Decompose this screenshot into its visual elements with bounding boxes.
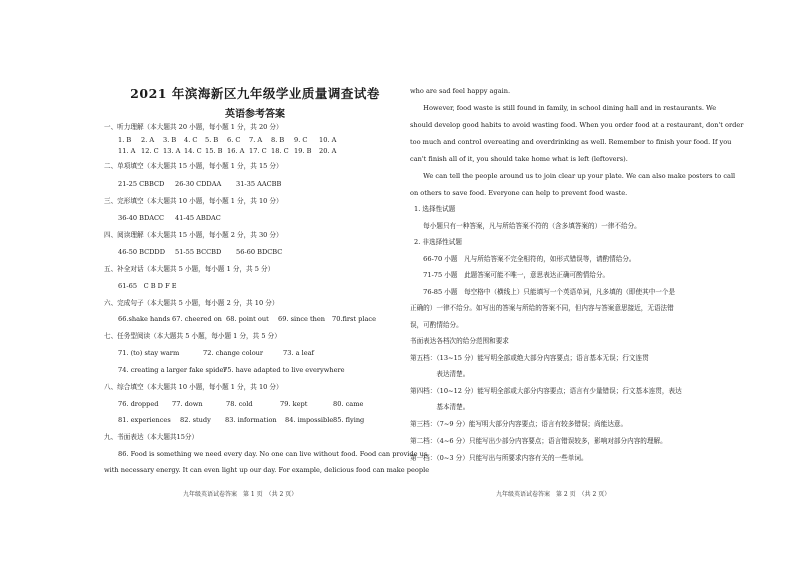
answer-item: 5. B [205,136,219,144]
answer-item: 6. C [227,136,241,144]
answer-item: 20. A [319,147,337,155]
answer-item: 19. B [294,147,312,155]
answer-item: 83. information [225,416,277,424]
rule-line: 表达清楚。 [410,370,470,378]
essay-line: can't finish all of it, you should take home what is left (leftovers). [410,155,628,163]
answer-item: 66.shake hands [118,315,171,323]
answer-item: 82. study [180,416,211,424]
answer-item: 26-30 CDDAA [175,180,222,188]
rule-line: 每小题只有一种答案，凡与所给答案不符的（含多填答案的）一律不给分。 [410,222,641,230]
rule-line: 正确的）一律不给分。如写出的答案与所给的答案不同，但内容与答案意思接近，无语法错 [410,304,674,312]
answer-item: 80. came [333,400,364,408]
page-footer-right: 九年级英语试卷答案 第 2 页 （共 2 页） [496,491,611,498]
answer-item: 84. impossible [285,416,334,424]
answer-item: 81. experiences [118,416,171,424]
answer-item: 56-60 BDCBC [236,248,283,256]
rule-line: 第五档：（13~15 分）能写明全部或绝大部分内容要点；语言基本无误；行文连贯 [410,354,649,362]
section-1-header: 一、听力理解（本大题共 20 小题，每小题 1 分，共 20 分） [104,123,283,131]
rule-line: 误，可酌情给分。 [410,321,463,329]
section-7-header: 七、任务型阅读（本大题共 5 小题，每小题 1 分，共 5 分） [104,332,281,340]
answer-item: 73. a leaf [283,349,314,357]
answer-item: 70.first place [332,315,377,323]
answer-item: 71. (to) stay warm [118,349,180,357]
rule-line: 1. 选择性试题 [414,205,456,213]
answer-item: 18. C [271,147,289,155]
section-5-header: 五、补全对话（本大题共 5 小题，每小题 1 分，共 5 分） [104,265,275,273]
answer-item: 76. dropped [118,400,159,408]
essay-line: too much and control overeating and overdrinking as well. Remember to finish your food. If you [410,138,732,146]
answer-item: 79. kept [280,400,308,408]
essay-line: 86. Food is something we need every day. No one can live without food. Food can provide us [118,450,428,458]
answer-item: 21-25 CBBCD [118,180,165,188]
answer-item: 14. C [184,147,202,155]
answer-item: 75. have adapted to live everywhere [223,366,345,374]
answer-item: 41-45 ABDAC [175,214,221,222]
answer-item: 13. A [163,147,181,155]
answer-item: 74. creating a larger fake spider [118,366,227,374]
rule-line: 第一档：（0~3 分）只能写出与所要求内容有关的一些单词。 [410,454,588,462]
page-subtitle: 英语参考答案 [225,109,285,120]
answer-item: 15. B [205,147,223,155]
answer-item: 77. down [172,400,203,408]
answer-item: 9. C [294,136,308,144]
answer-item: 51-55 BCCBD [175,248,222,256]
answer-item: 7. A [249,136,263,144]
answer-item: 12. C [141,147,159,155]
rule-line: 66-70 小题 凡与所给答案不完全相符的，如形式错误等，请酌情给分。 [410,255,636,263]
answer-item: 78. cold [226,400,253,408]
section-8-header: 八、综合填空（本大题共 10 小题，每小题 1 分，共 10 分） [104,383,283,391]
rule-line: 71-75 小题 此题答案可能不唯一，意思表达正确可酌情给分。 [410,271,610,279]
section-2-header: 二、单项填空（本大题共 15 小题，每小题 1 分，共 15 分） [104,162,283,170]
answer-item: 16. A [227,147,245,155]
rule-line: 书面表达各档次的给分范围和要求 [410,337,509,345]
page-footer-left: 九年级英语试卷答案 第 1 页 （共 2 页） [183,491,298,498]
rule-line: 基本清楚。 [410,403,470,411]
answer-item: 3. B [163,136,177,144]
answer-item: 17. C [249,147,267,155]
answer-item: 10. A [319,136,337,144]
answer-item: 68. point out [226,315,269,323]
section-4-header: 四、阅读理解（本大题共 15 小题，每小题 2 分，共 30 分） [104,231,283,239]
answer-item: 69. since then [278,315,326,323]
essay-line: We can tell the people around us to join clear up your plate. We can also make posters to call [410,172,736,180]
answer-item: 72. change colour [203,349,264,357]
section-9-header: 九、书面表达（本大题共15分） [104,433,199,441]
rule-line: 2. 非选择性试题 [414,238,462,246]
essay-line: with necessary energy. It can even light up our day. For example, delicious food can make people [104,466,430,474]
answer-item: 4. C [184,136,198,144]
rule-line: 第四档：（10~12 分）能写明全部或大部分内容要点；语言有少量错误；行文基本连贯，表达 [410,387,682,395]
answer-item: 8. B [271,136,285,144]
answer-item: 85. flying [333,416,365,424]
rule-line: 76-85 小题 每空格中（横线上）只能填写一个英语单词，凡多填的（即使其中一个是 [410,288,676,296]
rule-line: 第三档：（7~9 分）能写明大部分内容要点；语言有较多错误；尚能达意。 [410,420,628,428]
answer-item: 67. cheered on [172,315,222,323]
essay-line: who are sad feel happy again. [410,87,511,95]
section-3-header: 三、完形填空（本大题共 10 小题，每小题 1 分，共 10 分） [104,197,283,205]
answer-item: 46-50 BCDDD [118,248,165,256]
essay-line: However, food waste is still found in family, in school dining hall and in restaurants. We [410,104,717,112]
section-6-header: 六、完成句子（本大题共 5 小题，每小题 2 分，共 10 分） [104,299,279,307]
answer-item: 1. B [118,136,132,144]
answer-item: 31-35 AACBB [236,180,282,188]
answer-item: 11. A [118,147,136,155]
section-5-answers: 61-65 C B D F E [118,282,177,290]
answer-item: 36-40 BDACC [118,214,165,222]
rule-line: 第二档：（4~6 分）只能写出少部分内容要点；语言错误较多，影响对部分内容的理解。 [410,437,667,445]
answer-item: 2. A [141,136,155,144]
page-title: 2021 年滨海新区九年级学业质量调查试卷 [130,86,380,101]
essay-line: on others to save food. Everyone can help to prevent food waste. [410,189,628,197]
essay-line: should develop good habits to avoid wasting food. When you order food at a restaurant, don't order [410,121,744,129]
